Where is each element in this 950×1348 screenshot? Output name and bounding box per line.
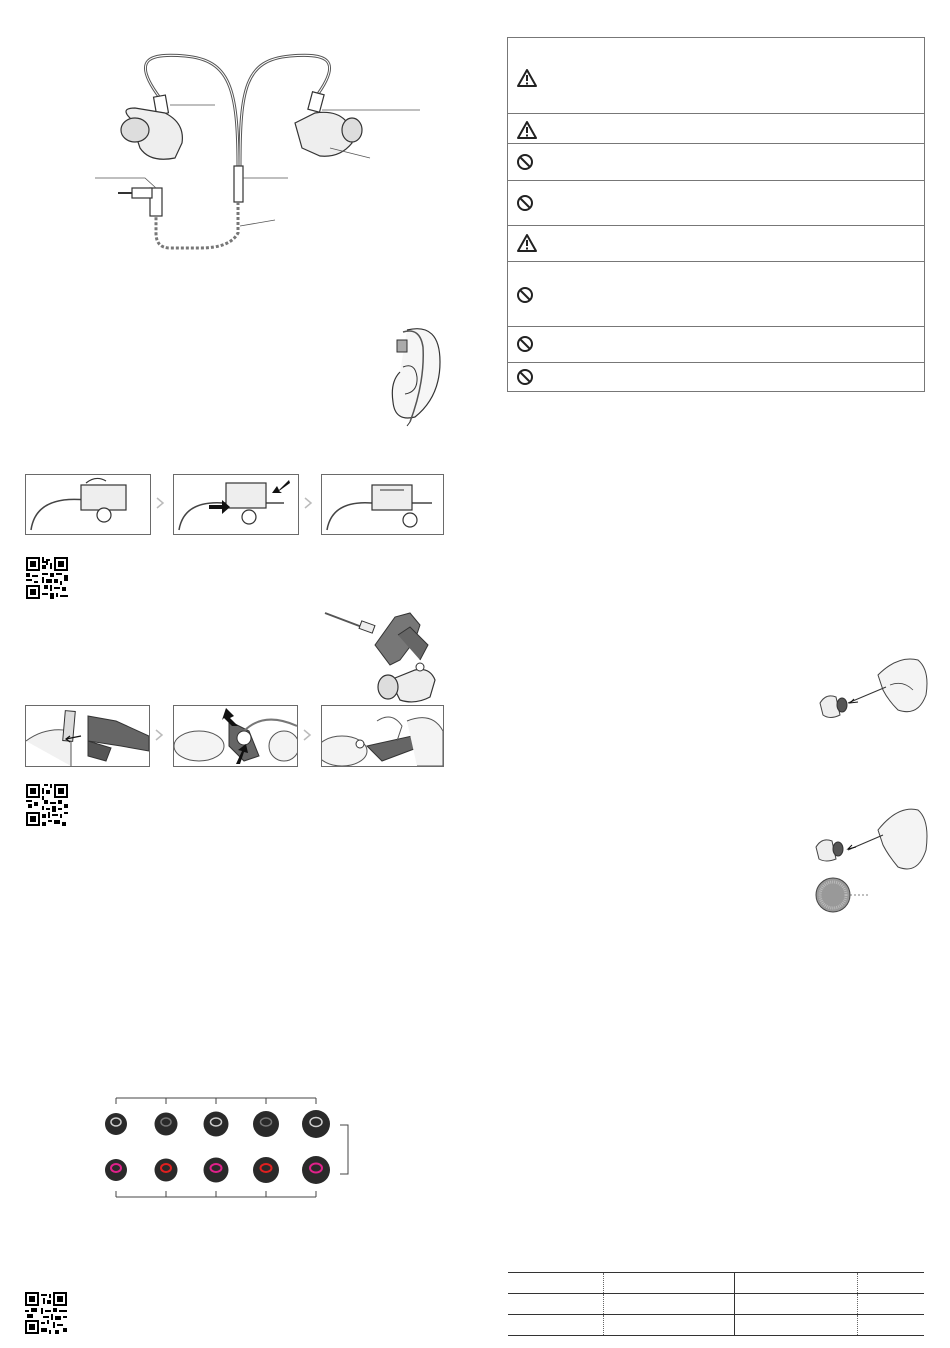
ear-tip: [105, 1159, 127, 1181]
warning-row: [508, 225, 924, 261]
tool-step-3: [321, 705, 444, 767]
prohibited-icon: [516, 335, 534, 353]
prohibition-row: [508, 326, 924, 362]
prohibited-icon: [516, 194, 534, 212]
step-arrow-icon: [155, 497, 165, 509]
prohibition-row: [508, 180, 924, 225]
step-arrow-icon: [302, 729, 312, 741]
qr-code-3: [25, 1292, 67, 1334]
ear-tip: [204, 1158, 229, 1183]
warning-triangle-icon: [516, 68, 538, 88]
ear-tip: [155, 1113, 178, 1136]
safety-warnings-table: [507, 37, 925, 392]
connector-step-3: [321, 474, 444, 535]
tool-step-2: [173, 705, 298, 767]
step-arrow-icon: [154, 729, 164, 741]
ear-tips-diagram: [100, 1090, 365, 1205]
warning-header-row: [508, 38, 924, 114]
connector-step-2: [173, 474, 299, 535]
qr-code-1: [26, 557, 68, 599]
filter-removal-1: [818, 655, 930, 730]
qr-code-2: [26, 784, 68, 826]
warning-triangle-icon: [516, 120, 538, 140]
warning-triangle-icon: [516, 233, 538, 253]
specifications-table: [508, 1272, 924, 1336]
prohibited-icon: [516, 153, 534, 171]
table-row: [508, 1315, 924, 1336]
tool-step-1: [25, 705, 150, 767]
ear-tip: [253, 1157, 279, 1183]
prohibited-icon: [516, 368, 534, 386]
ear-wearing-illustration: [385, 322, 445, 427]
prohibited-icon: [516, 286, 534, 304]
ear-tip: [155, 1159, 178, 1182]
prohibition-row: [508, 261, 924, 326]
prohibition-row: [508, 362, 924, 391]
step-arrow-icon: [303, 497, 313, 509]
table-row: [508, 1273, 924, 1294]
ear-tip: [253, 1111, 279, 1137]
ear-tip: [302, 1156, 330, 1184]
prohibition-row: [508, 143, 924, 180]
ear-tip: [204, 1112, 229, 1137]
warning-row: [508, 114, 924, 143]
table-row: [508, 1294, 924, 1315]
ear-tip: [105, 1113, 127, 1135]
earphones-with-cable-diagram: [90, 48, 430, 258]
ear-tip: [302, 1110, 330, 1138]
removal-tool-illustration: [320, 605, 445, 705]
connector-step-1: [25, 474, 151, 535]
filter-removal-2: [808, 805, 930, 915]
